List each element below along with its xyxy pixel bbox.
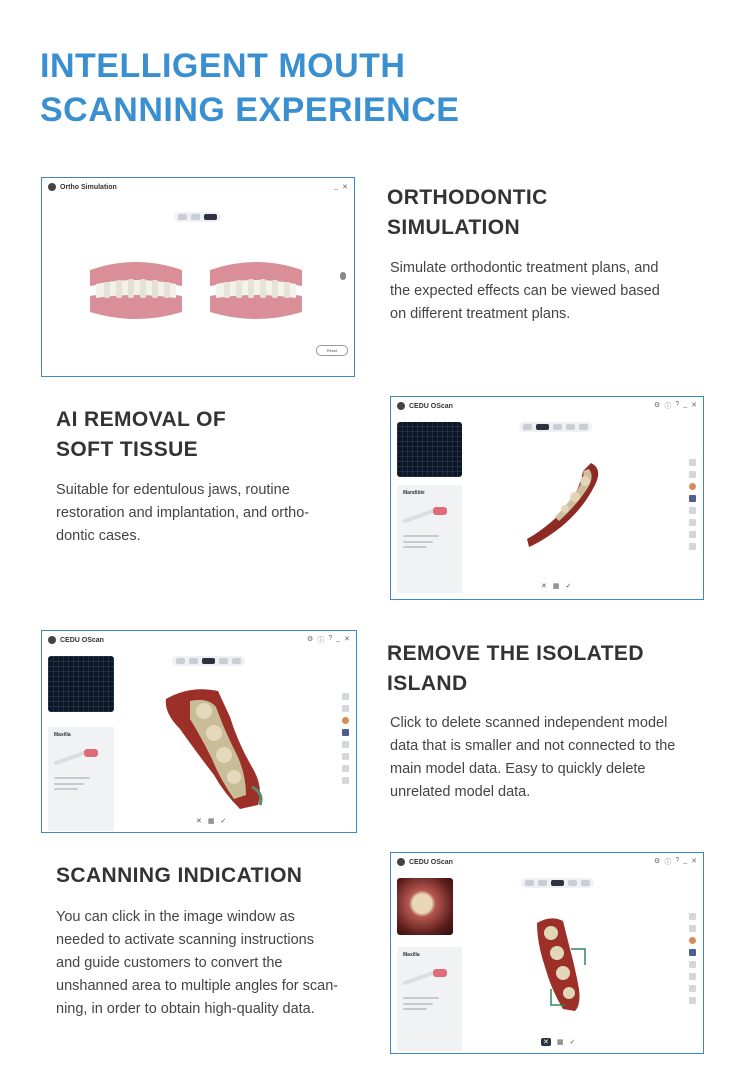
view-mode-icon[interactable]: [553, 424, 562, 430]
tool-icon[interactable]: [342, 777, 349, 784]
view-mode-icon[interactable]: [525, 880, 534, 886]
scan-wand-icon: [54, 747, 104, 765]
feature-title-scanning-indication: [56, 861, 302, 891]
panel-text-line: [403, 546, 427, 548]
feature-desc-line: and guide customers to convert the: [56, 955, 283, 971]
ortho-jaw-models: [86, 256, 306, 326]
view-mode-icon[interactable]: [189, 658, 198, 664]
tool-icon[interactable]: [689, 507, 696, 514]
feature-desc-line: unshanned area to multiple angles for scan-: [56, 978, 339, 994]
tool-icon[interactable]: [689, 997, 696, 1004]
window-title: Ortho Simulation: [60, 183, 117, 191]
jaw-panel: [397, 485, 462, 593]
window-title-bar: [42, 631, 356, 649]
bottom-action-bar: [541, 1037, 575, 1047]
help-icon[interactable]: ?: [675, 857, 680, 864]
texture-icon[interactable]: [689, 937, 696, 944]
tool-icon[interactable]: [342, 705, 349, 712]
ortho-simulation-window: [41, 177, 355, 377]
feature-desc-line: Click to delete scanned independent model: [390, 715, 668, 731]
minimize-icon[interactable]: _: [683, 857, 688, 864]
scan-wand-icon: [403, 967, 453, 985]
view-mode-active-icon[interactable]: [551, 880, 564, 886]
tool-icon[interactable]: [689, 543, 696, 550]
feature-desc-line: You can click in the image window as: [56, 909, 295, 925]
panel-text-line: [54, 777, 90, 779]
feature-desc-line: on different treatment plans.: [390, 306, 571, 322]
camera-preview[interactable]: [48, 656, 114, 712]
window-title-bar: [42, 178, 354, 196]
jaw-model-after: [210, 262, 302, 319]
feature-title-line: AI REMOVAL OF: [56, 408, 227, 431]
crop-icon[interactable]: ✕: [541, 583, 547, 590]
oscan-window-scan-indication: [390, 852, 704, 1054]
tool-icon[interactable]: [689, 913, 696, 920]
camera-preview[interactable]: [397, 422, 462, 477]
window-title: CEDU OScan: [409, 858, 453, 866]
view-mode-icon[interactable]: [581, 880, 590, 886]
close-icon[interactable]: ✕: [344, 636, 350, 643]
feature-title-line: ISLAND: [387, 672, 468, 695]
minimize-icon[interactable]: _: [334, 183, 339, 190]
jaw-panel-title: Maxilla: [54, 732, 71, 738]
feature-desc-line: unrelated model data.: [390, 784, 531, 800]
tool-icon[interactable]: [689, 519, 696, 526]
confirm-icon[interactable]: ✓: [565, 583, 572, 590]
feature-desc-line: needed to activate scanning instructions: [56, 932, 314, 948]
panel-text-line: [403, 535, 439, 537]
tool-icon[interactable]: [342, 753, 349, 760]
view-mode-icon[interactable]: [566, 424, 575, 430]
side-tool-icon[interactable]: [340, 272, 346, 280]
view-mode-icon[interactable]: [232, 658, 241, 664]
feature-desc-isolated-island: [390, 712, 675, 804]
view-mode-icon[interactable]: [579, 424, 588, 430]
oscan-window-mandible: [390, 396, 704, 600]
feature-title-line: ORTHODONTIC: [387, 186, 548, 209]
texture-icon[interactable]: [342, 717, 349, 724]
tool-icon[interactable]: [689, 531, 696, 538]
panel-text-line: [54, 783, 84, 785]
view-mode-icon[interactable]: [191, 214, 200, 220]
page-title-line-2: SCANNING EXPERIENCE: [40, 91, 460, 129]
confirm-icon[interactable]: ✓: [220, 818, 227, 825]
tool-icon[interactable]: [689, 973, 696, 980]
crop-icon[interactable]: ✕: [543, 1039, 549, 1046]
feature-title-line: SOFT TISSUE: [56, 438, 199, 461]
grid-icon[interactable]: ▦: [207, 818, 215, 825]
tool-icon[interactable]: [342, 741, 349, 748]
panel-text-line: [54, 788, 78, 790]
jaw-panel: [48, 727, 114, 831]
tool-icon[interactable]: [689, 949, 696, 956]
view-mode-icon[interactable]: [178, 214, 187, 220]
feature-desc-line: Simulate orthodontic treatment plans, and: [390, 260, 659, 276]
close-icon[interactable]: ✕: [691, 858, 697, 865]
jaw-model-before: [90, 262, 182, 319]
scan-wand-icon: [403, 505, 453, 523]
close-icon[interactable]: ✕: [342, 184, 348, 191]
right-tool-column[interactable]: [689, 459, 697, 550]
feature-title-line: SIMULATION: [387, 216, 521, 239]
view-mode-icon[interactable]: [568, 880, 577, 886]
confirm-icon[interactable]: ✓: [569, 1039, 576, 1046]
settings-icon[interactable]: ⚙: [307, 636, 314, 643]
feature-title-line: REMOVE THE ISOLATED: [387, 642, 644, 665]
feature-desc-line: restoration and implantation, and ortho-: [56, 505, 310, 521]
grid-icon[interactable]: ▦: [552, 583, 560, 590]
feature-title-isolated-island: [387, 639, 644, 699]
tool-icon[interactable]: [689, 961, 696, 968]
mandible-scan-model: [521, 455, 611, 550]
view-mode-icon[interactable]: [176, 658, 185, 664]
info-icon[interactable]: ⓘ: [664, 859, 672, 866]
settings-icon[interactable]: ⚙: [654, 402, 661, 409]
info-icon[interactable]: ⓘ: [664, 403, 672, 410]
feature-desc-line: the expected effects can be viewed based: [390, 283, 660, 299]
tool-icon[interactable]: [689, 459, 696, 466]
tooth-logo-icon: [397, 858, 405, 866]
view-mode-icon[interactable]: [219, 658, 228, 664]
view-mode-active-icon[interactable]: [536, 424, 549, 430]
feature-title-soft-tissue: [56, 405, 226, 465]
view-toolbar[interactable]: [172, 656, 245, 666]
help-icon[interactable]: ?: [675, 401, 680, 408]
oscan-window-maxilla: [41, 630, 357, 833]
panel-text-line: [403, 997, 439, 999]
tool-icon[interactable]: [342, 765, 349, 772]
tool-icon[interactable]: [342, 729, 349, 736]
jaw-panel: [397, 947, 462, 1051]
feature-title-orthodontic: [387, 183, 548, 243]
crop-icon[interactable]: ✕: [196, 818, 202, 825]
tool-icon[interactable]: [689, 495, 696, 502]
view-mode-icon[interactable]: [538, 880, 547, 886]
view-mode-active-icon[interactable]: [204, 214, 217, 220]
feature-desc-line: main model data. Easy to quickly delete: [390, 761, 646, 777]
bottom-action-bar: [196, 816, 226, 826]
tooth-logo-icon: [397, 402, 405, 410]
scan-indication-model: [531, 915, 591, 1013]
right-tool-column[interactable]: [342, 693, 350, 784]
right-tool-column[interactable]: [689, 913, 697, 1004]
page-title-line-1: INTELLIGENT MOUTH: [40, 47, 406, 85]
help-icon[interactable]: ?: [328, 635, 333, 642]
intraoral-camera-preview[interactable]: [397, 878, 453, 935]
tool-icon[interactable]: [342, 693, 349, 700]
jaw-panel-title: Maxilla: [403, 952, 420, 958]
texture-icon[interactable]: [689, 483, 696, 490]
panel-text-line: [403, 541, 433, 543]
reset-button[interactable]: Reset: [316, 345, 348, 356]
grid-icon[interactable]: ▦: [556, 1039, 564, 1046]
view-toolbar[interactable]: [519, 422, 592, 432]
window-title-bar: [391, 853, 703, 871]
jaw-panel-title: Mandible: [403, 490, 425, 496]
feature-desc-line: dontic cases.: [56, 528, 141, 544]
view-mode-icon[interactable]: [523, 424, 532, 430]
info-icon[interactable]: ⓘ: [317, 637, 325, 644]
feature-title-line: SCANNING INDICATION: [56, 864, 303, 887]
feature-desc-line: data that is smaller and not connected to the: [390, 738, 676, 754]
bottom-action-bar: [541, 581, 571, 591]
window-title-bar: [391, 397, 703, 415]
panel-text-line: [403, 1008, 427, 1010]
page-title: [40, 44, 459, 132]
close-icon[interactable]: ✕: [691, 402, 697, 409]
window-title: CEDU OScan: [409, 402, 453, 410]
feature-desc-line: ning, in order to obtain high-quality data.: [56, 1001, 315, 1017]
feature-desc-soft-tissue: [56, 479, 309, 548]
view-toolbar[interactable]: [521, 878, 594, 888]
view-mode-active-icon[interactable]: [202, 658, 215, 664]
minimize-icon[interactable]: _: [336, 635, 341, 642]
feature-desc-scanning-indication: [56, 906, 338, 1021]
window-title: CEDU OScan: [60, 636, 104, 644]
tool-icon[interactable]: [689, 925, 696, 932]
minimize-icon[interactable]: _: [683, 401, 688, 408]
tooth-logo-icon: [48, 183, 56, 191]
tooth-logo-icon: [48, 636, 56, 644]
feature-desc-orthodontic: [390, 257, 660, 326]
settings-icon[interactable]: ⚙: [654, 858, 661, 865]
maxilla-scan-model: [160, 683, 270, 813]
tool-icon[interactable]: [689, 471, 696, 478]
view-toolbar[interactable]: [174, 212, 221, 222]
tool-icon[interactable]: [689, 985, 696, 992]
feature-desc-line: Suitable for edentulous jaws, routine: [56, 482, 290, 498]
panel-text-line: [403, 1003, 433, 1005]
